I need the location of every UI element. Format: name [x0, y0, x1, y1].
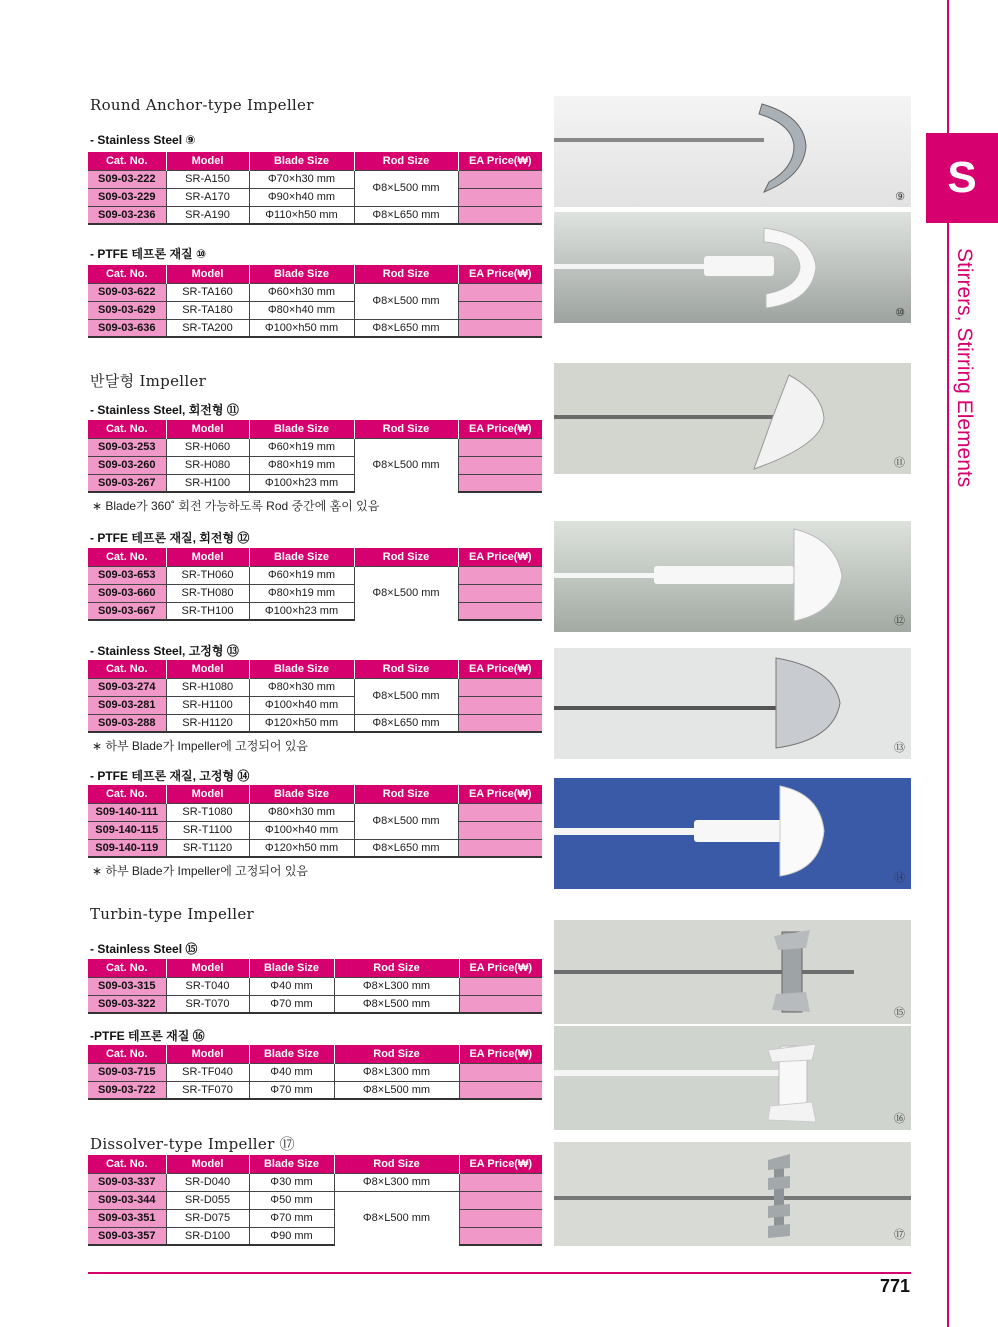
- table-row: [88, 995, 542, 1013]
- subsection-title: - Stainless Steel, 회전형 ⑪: [90, 403, 239, 417]
- table-cell: Φ8×L650 mm: [354, 319, 458, 337]
- table-cell: Φ8×L500 mm: [354, 283, 458, 319]
- column-header: Model: [166, 152, 249, 170]
- table-cell: SR-H1100: [166, 696, 249, 714]
- table-cell: SR-T1080: [166, 803, 249, 821]
- table-cell: SR-H100: [166, 474, 249, 492]
- table-cell: S09-03-722: [88, 1081, 166, 1099]
- column-header: Rod Size: [354, 785, 458, 803]
- table-cell: SR-D055: [166, 1191, 249, 1209]
- table-cell: SR-D075: [166, 1209, 249, 1227]
- column-header: Model: [166, 548, 249, 566]
- column-header: EA Price(₩): [458, 785, 542, 803]
- column-header: Cat. No.: [88, 152, 166, 170]
- photo-number: ⑮: [894, 1007, 905, 1019]
- table-row: [88, 803, 542, 821]
- table-row: [88, 301, 542, 319]
- table-cell: SR-T1100: [166, 821, 249, 839]
- table-row: [88, 188, 542, 206]
- table-cell: S09-03-260: [88, 456, 166, 474]
- table-cell: S09-03-288: [88, 714, 166, 732]
- column-header: Blade Size: [249, 265, 354, 283]
- subsection-title: -PTFE 테프론 재질 ⑯: [90, 1029, 205, 1043]
- table-cell: Φ100×h50 mm: [249, 319, 354, 337]
- product-table: [88, 420, 542, 493]
- column-header: Cat. No.: [88, 420, 166, 438]
- table-cell: S09-03-315: [88, 977, 166, 995]
- price-cell: [458, 438, 542, 456]
- subsection-title: - Stainless Steel ⑨: [90, 133, 196, 147]
- table-cell: Φ80×h30 mm: [249, 678, 354, 696]
- price-cell: [458, 803, 542, 821]
- table-cell: Φ8×L500 mm: [354, 803, 458, 839]
- table-row: [88, 977, 542, 995]
- table-cell: S09-03-636: [88, 319, 166, 337]
- table-cell: S09-03-322: [88, 995, 166, 1013]
- table-cell: S09-03-344: [88, 1191, 166, 1209]
- table-cell: S09-03-229: [88, 188, 166, 206]
- turbin-ptfe-photo: [554, 1026, 911, 1130]
- column-header: Rod Size: [354, 420, 458, 438]
- price-cell: [458, 584, 542, 602]
- table-cell: Φ30 mm: [249, 1173, 334, 1191]
- table-row: [88, 821, 542, 839]
- photo-number: ⑫: [894, 615, 905, 627]
- table-cell: Φ100×h40 mm: [249, 821, 354, 839]
- side-title-text: Stirrers, Stirring Elements: [953, 248, 976, 488]
- table-row: [88, 438, 542, 456]
- table-cell: Φ100×h23 mm: [249, 602, 354, 620]
- column-header: Cat. No.: [88, 1155, 166, 1173]
- column-header: EA Price(₩): [458, 420, 542, 438]
- column-header: Blade Size: [249, 548, 354, 566]
- column-header: EA Price(₩): [458, 548, 542, 566]
- price-cell: [459, 1191, 542, 1209]
- table-cell: Φ80×h40 mm: [249, 301, 354, 319]
- table-cell: SR-TF070: [166, 1081, 249, 1099]
- table-cell: Φ8×L500 mm: [354, 438, 458, 492]
- table-header-row: [88, 959, 542, 977]
- subsection-title: - PTFE 테프론 재질, 회전형 ⑫: [90, 531, 250, 545]
- subsection-title: - Stainless Steel ⑮: [90, 942, 198, 956]
- price-cell: [458, 283, 542, 301]
- photo-number: ⑪: [894, 457, 905, 469]
- table-header-row: [88, 265, 542, 283]
- table-cell: S09-03-236: [88, 206, 166, 224]
- table-cell: Φ90×h40 mm: [249, 188, 354, 206]
- column-header: Rod Size: [354, 265, 458, 283]
- photo-number: ⑭: [894, 872, 905, 884]
- table-cell: Φ8×L650 mm: [354, 206, 458, 224]
- subsection-title: - Stainless Steel, 고정형 ⑬: [90, 644, 239, 658]
- table-cell: S09-03-337: [88, 1173, 166, 1191]
- column-header: EA Price(₩): [458, 660, 542, 678]
- photo-number: ⑬: [894, 742, 905, 754]
- column-header: Blade Size: [249, 152, 354, 170]
- table-cell: Φ60×h30 mm: [249, 283, 354, 301]
- table-cell: S09-03-274: [88, 678, 166, 696]
- table-header-row: [88, 420, 542, 438]
- table-cell: SR-TA200: [166, 319, 249, 337]
- table-cell: Φ8×L500 mm: [354, 678, 458, 714]
- table-header-row: [88, 785, 542, 803]
- table-cell: Φ8×L500 mm: [334, 1081, 459, 1099]
- column-header: Cat. No.: [88, 785, 166, 803]
- photo-number: ⑨: [895, 191, 905, 203]
- column-header: EA Price(₩): [459, 1155, 542, 1173]
- price-cell: [458, 566, 542, 584]
- table-row: [88, 456, 542, 474]
- table-header-row: [88, 660, 542, 678]
- table-cell: S09-03-653: [88, 566, 166, 584]
- table-cell: Φ8×L650 mm: [354, 714, 458, 732]
- table-row: [88, 584, 542, 602]
- table-cell: SR-H080: [166, 456, 249, 474]
- column-header: Blade Size: [249, 785, 354, 803]
- table-header-row: [88, 1045, 542, 1063]
- product-table: [88, 548, 542, 621]
- table-cell: Φ100×h23 mm: [249, 474, 354, 492]
- column-header: Model: [166, 1155, 249, 1173]
- table-cell: Φ60×h19 mm: [249, 566, 354, 584]
- table-cell: S09-03-222: [88, 170, 166, 188]
- table-row: [88, 1227, 542, 1245]
- table-cell: S09-03-281: [88, 696, 166, 714]
- table-cell: S09-03-351: [88, 1209, 166, 1227]
- column-header: Blade Size: [249, 420, 354, 438]
- table-cell: SR-TA160: [166, 283, 249, 301]
- table-cell: S09-03-267: [88, 474, 166, 492]
- price-cell: [458, 474, 542, 492]
- table-cell: SR-A170: [166, 188, 249, 206]
- table-row: [88, 714, 542, 732]
- price-cell: [458, 714, 542, 732]
- table-cell: S09-03-629: [88, 301, 166, 319]
- table-cell: Φ50 mm: [249, 1191, 334, 1209]
- price-cell: [459, 977, 542, 995]
- column-header: Rod Size: [334, 1155, 459, 1173]
- table-cell: Φ8×L300 mm: [334, 1173, 459, 1191]
- table-row: [88, 678, 542, 696]
- table-cell: Φ8×L300 mm: [334, 977, 459, 995]
- table-row: [88, 1173, 542, 1191]
- table-cell: Φ90 mm: [249, 1227, 334, 1245]
- price-cell: [459, 1227, 542, 1245]
- price-cell: [458, 206, 542, 224]
- price-cell: [458, 188, 542, 206]
- product-table: [88, 785, 542, 858]
- page-number: 771: [879, 1276, 910, 1296]
- table-cell: Φ70×h30 mm: [249, 170, 354, 188]
- price-cell: [459, 995, 542, 1013]
- dissolver-photo: [554, 1142, 911, 1246]
- column-header: Rod Size: [334, 959, 459, 977]
- column-header: Cat. No.: [88, 548, 166, 566]
- table-row: [88, 283, 542, 301]
- column-header: Cat. No.: [88, 1045, 166, 1063]
- table-row: [88, 474, 542, 492]
- column-header: Rod Size: [354, 548, 458, 566]
- table-cell: Φ8×L500 mm: [334, 1191, 459, 1245]
- column-header: Cat. No.: [88, 959, 166, 977]
- column-header: Rod Size: [354, 660, 458, 678]
- product-table: [88, 959, 542, 1014]
- table-cell: S09-03-715: [88, 1063, 166, 1081]
- table-cell: S09-03-253: [88, 438, 166, 456]
- table-cell: SR-D100: [166, 1227, 249, 1245]
- note: ∗ 하부 Blade가 Impeller에 고정되어 있음: [92, 739, 309, 753]
- half-ptfe-fix-photo: [554, 778, 911, 889]
- turbin-ss-photo: [554, 920, 911, 1024]
- table-header-row: [88, 1155, 542, 1173]
- photo-number: ⑰: [894, 1229, 905, 1241]
- table-cell: SR-TH100: [166, 602, 249, 620]
- table-cell: SR-A150: [166, 170, 249, 188]
- price-cell: [458, 839, 542, 857]
- table-cell: S09-140-119: [88, 839, 166, 857]
- price-cell: [458, 696, 542, 714]
- table-row: [88, 1081, 542, 1099]
- footer-divider: [88, 1272, 911, 1274]
- product-table: [88, 152, 542, 225]
- photo-number: ⑩: [895, 307, 905, 319]
- table-cell: SR-TH060: [166, 566, 249, 584]
- table-cell: Φ60×h19 mm: [249, 438, 354, 456]
- table-cell: SR-T1120: [166, 839, 249, 857]
- column-header: EA Price(₩): [458, 152, 542, 170]
- table-cell: S09-140-115: [88, 821, 166, 839]
- table-row: [88, 206, 542, 224]
- section-title: Turbin-type Impeller: [90, 905, 254, 923]
- price-cell: [458, 456, 542, 474]
- column-header: Cat. No.: [88, 660, 166, 678]
- table-row: [88, 1063, 542, 1081]
- anchor-ptfe-photo: [554, 212, 911, 323]
- table-cell: Φ8×L650 mm: [354, 839, 458, 857]
- section-tab: S: [926, 133, 998, 223]
- anchor-ss-photo: [554, 96, 911, 207]
- note: ∗ 하부 Blade가 Impeller에 고정되어 있음: [92, 864, 309, 878]
- table-cell: Φ8×L500 mm: [334, 995, 459, 1013]
- table-row: [88, 170, 542, 188]
- column-header: EA Price(₩): [459, 959, 542, 977]
- table-cell: SR-A190: [166, 206, 249, 224]
- table-row: [88, 1191, 542, 1209]
- price-cell: [458, 678, 542, 696]
- section-title: 반달형 Impeller: [90, 372, 207, 390]
- table-cell: Φ80×h19 mm: [249, 456, 354, 474]
- table-row: [88, 602, 542, 620]
- price-cell: [458, 602, 542, 620]
- column-header: Model: [166, 1045, 249, 1063]
- column-header: Model: [166, 420, 249, 438]
- table-cell: Φ40 mm: [249, 1063, 334, 1081]
- price-cell: [458, 170, 542, 188]
- half-ptfe-rot-photo: [554, 521, 911, 632]
- column-header: Model: [166, 785, 249, 803]
- table-cell: Φ80×h19 mm: [249, 584, 354, 602]
- table-row: [88, 566, 542, 584]
- table-cell: S09-140-111: [88, 803, 166, 821]
- column-header: Blade Size: [249, 1155, 334, 1173]
- table-cell: SR-D040: [166, 1173, 249, 1191]
- subsection-title: - PTFE 테프론 재질, 고정형 ⑭: [90, 769, 250, 783]
- subsection-title: - PTFE 테프론 재질 ⑩: [90, 247, 207, 261]
- table-cell: SR-T040: [166, 977, 249, 995]
- table-cell: Φ120×h50 mm: [249, 839, 354, 857]
- table-cell: SR-H1120: [166, 714, 249, 732]
- table-cell: Φ70 mm: [249, 995, 334, 1013]
- table-cell: Φ70 mm: [249, 1209, 334, 1227]
- table-cell: SR-TH080: [166, 584, 249, 602]
- table-cell: Φ70 mm: [249, 1081, 334, 1099]
- table-cell: Φ110×h50 mm: [249, 206, 354, 224]
- table-row: [88, 696, 542, 714]
- note: ∗ Blade가 360˚ 회전 가능하도록 Rod 중간에 홈이 있음: [92, 499, 380, 513]
- table-cell: Φ100×h40 mm: [249, 696, 354, 714]
- price-cell: [459, 1081, 542, 1099]
- column-header: EA Price(₩): [458, 265, 542, 283]
- column-header: Model: [166, 265, 249, 283]
- column-header: Rod Size: [334, 1045, 459, 1063]
- photo-number: ⑯: [894, 1113, 905, 1125]
- table-cell: Φ120×h50 mm: [249, 714, 354, 732]
- half-ss-fix-photo: [554, 648, 911, 759]
- table-row: [88, 839, 542, 857]
- table-cell: SR-H060: [166, 438, 249, 456]
- table-cell: SR-TF040: [166, 1063, 249, 1081]
- column-header: Blade Size: [249, 1045, 334, 1063]
- section-title: Round Anchor-type Impeller: [90, 96, 314, 114]
- table-row: [88, 1209, 542, 1227]
- table-cell: Φ8×L500 mm: [354, 566, 458, 620]
- table-cell: Φ8×L500 mm: [354, 170, 458, 206]
- side-title: [940, 248, 980, 508]
- table-cell: S09-03-357: [88, 1227, 166, 1245]
- product-table: [88, 1045, 542, 1100]
- table-cell: Φ80×h30 mm: [249, 803, 354, 821]
- price-cell: [459, 1063, 542, 1081]
- table-cell: Φ8×L300 mm: [334, 1063, 459, 1081]
- table-cell: S09-03-660: [88, 584, 166, 602]
- product-table: [88, 265, 542, 338]
- product-table: [88, 660, 542, 733]
- column-header: Blade Size: [249, 660, 354, 678]
- column-header: Blade Size: [249, 959, 334, 977]
- product-table: [88, 1155, 542, 1246]
- column-header: Cat. No.: [88, 265, 166, 283]
- table-header-row: [88, 548, 542, 566]
- table-cell: S09-03-622: [88, 283, 166, 301]
- table-cell: S09-03-667: [88, 602, 166, 620]
- column-header: EA Price(₩): [459, 1045, 542, 1063]
- half-ss-rot-photo: [554, 363, 911, 474]
- table-header-row: [88, 152, 542, 170]
- section-title: Dissolver-type Impeller ⑰: [90, 1135, 295, 1153]
- price-cell: [459, 1209, 542, 1227]
- price-cell: [458, 319, 542, 337]
- column-header: Model: [166, 959, 249, 977]
- table-cell: SR-H1080: [166, 678, 249, 696]
- price-cell: [458, 821, 542, 839]
- table-row: [88, 319, 542, 337]
- table-cell: SR-T070: [166, 995, 249, 1013]
- price-cell: [459, 1173, 542, 1191]
- price-cell: [458, 301, 542, 319]
- table-cell: Φ40 mm: [249, 977, 334, 995]
- column-header: Rod Size: [354, 152, 458, 170]
- table-cell: SR-TA180: [166, 301, 249, 319]
- column-header: Model: [166, 660, 249, 678]
